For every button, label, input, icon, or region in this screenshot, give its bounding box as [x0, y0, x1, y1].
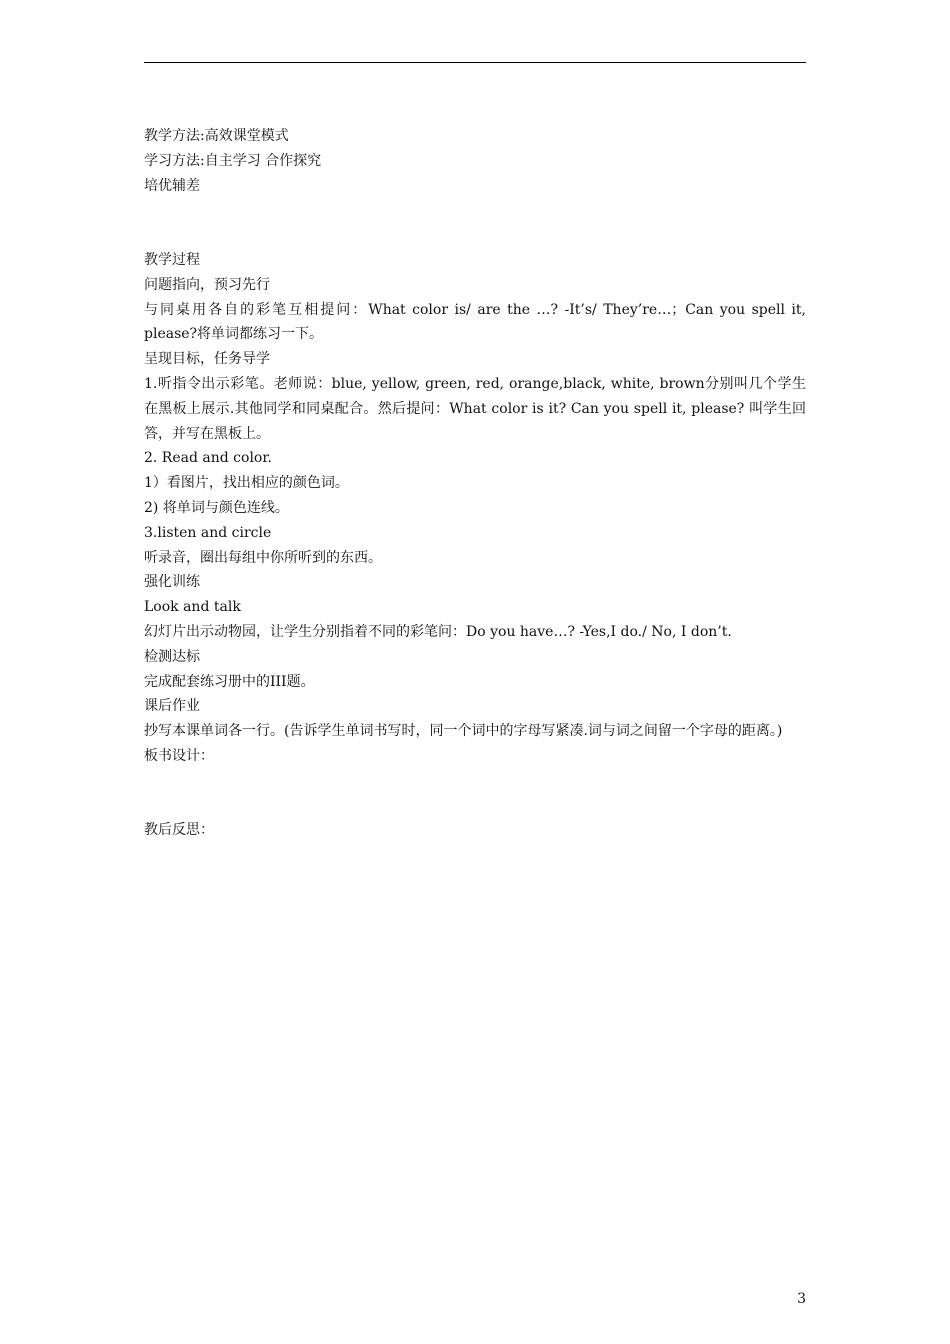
practice-paragraph: 幻灯片出示动物园，让学生分别指着不同的彩笔问：Do you have…? -Yes,I do./ No, I don’t.: [144, 623, 732, 640]
item3-line: 3.listen and circle: [144, 524, 272, 541]
preview-paragraph: 与同桌用各自的彩笔互相提问：What color is/ are the …? -It’s/ They’re…；Can you spell it, please?将单词都练习一下。: [144, 301, 806, 343]
preview-heading: 问题指向，预习先行: [144, 276, 270, 293]
item3-description: 听录音，圈出每组中你所听到的东西。: [144, 549, 382, 566]
process-heading: 教学过程: [144, 251, 200, 268]
board-design-line: 板书设计：: [144, 747, 214, 764]
learning-method-line: 学习方法:自主学习 合作探究: [144, 152, 322, 169]
document-body: [144, 124, 806, 843]
item2-sub2: 2) 将单词与颜色连线。: [144, 499, 289, 516]
practice-heading: 强化训练: [144, 574, 200, 591]
header-rule: [144, 62, 806, 63]
tutoring-line: 培优辅差: [144, 177, 200, 194]
look-and-talk-line: Look and talk: [144, 599, 241, 616]
homework-heading: 课后作业: [144, 698, 200, 715]
reflection-line: 教后反思：: [144, 822, 214, 839]
check-description: 完成配套练习册中的III题。: [144, 673, 315, 690]
check-heading: 检测达标: [144, 648, 200, 665]
homework-paragraph: 抄写本课单词各一行。(告诉学生单词书写时，同一个词中的字母写紧凑.词与词之间留一个字母的距离。): [144, 723, 783, 740]
teaching-method-line: 教学方法:高效课堂模式: [144, 128, 289, 144]
item1-paragraph: 1.听指令出示彩笔。老师说：blue, yellow, green, red, orange,black, white, brown分别叫几个学生在黑板上展示.其他同学和同桌配合。然后提问：What color is it? Can you spell it, please? 叫学生回答，并写在黑板上。: [144, 375, 806, 442]
item2-sub1: 1）看图片，找出相应的颜色词。: [144, 475, 349, 492]
page-number: 3: [797, 1291, 806, 1307]
item2-line: 2. Read and color.: [144, 450, 272, 467]
goals-heading: 呈现目标，任务导学: [144, 351, 270, 368]
